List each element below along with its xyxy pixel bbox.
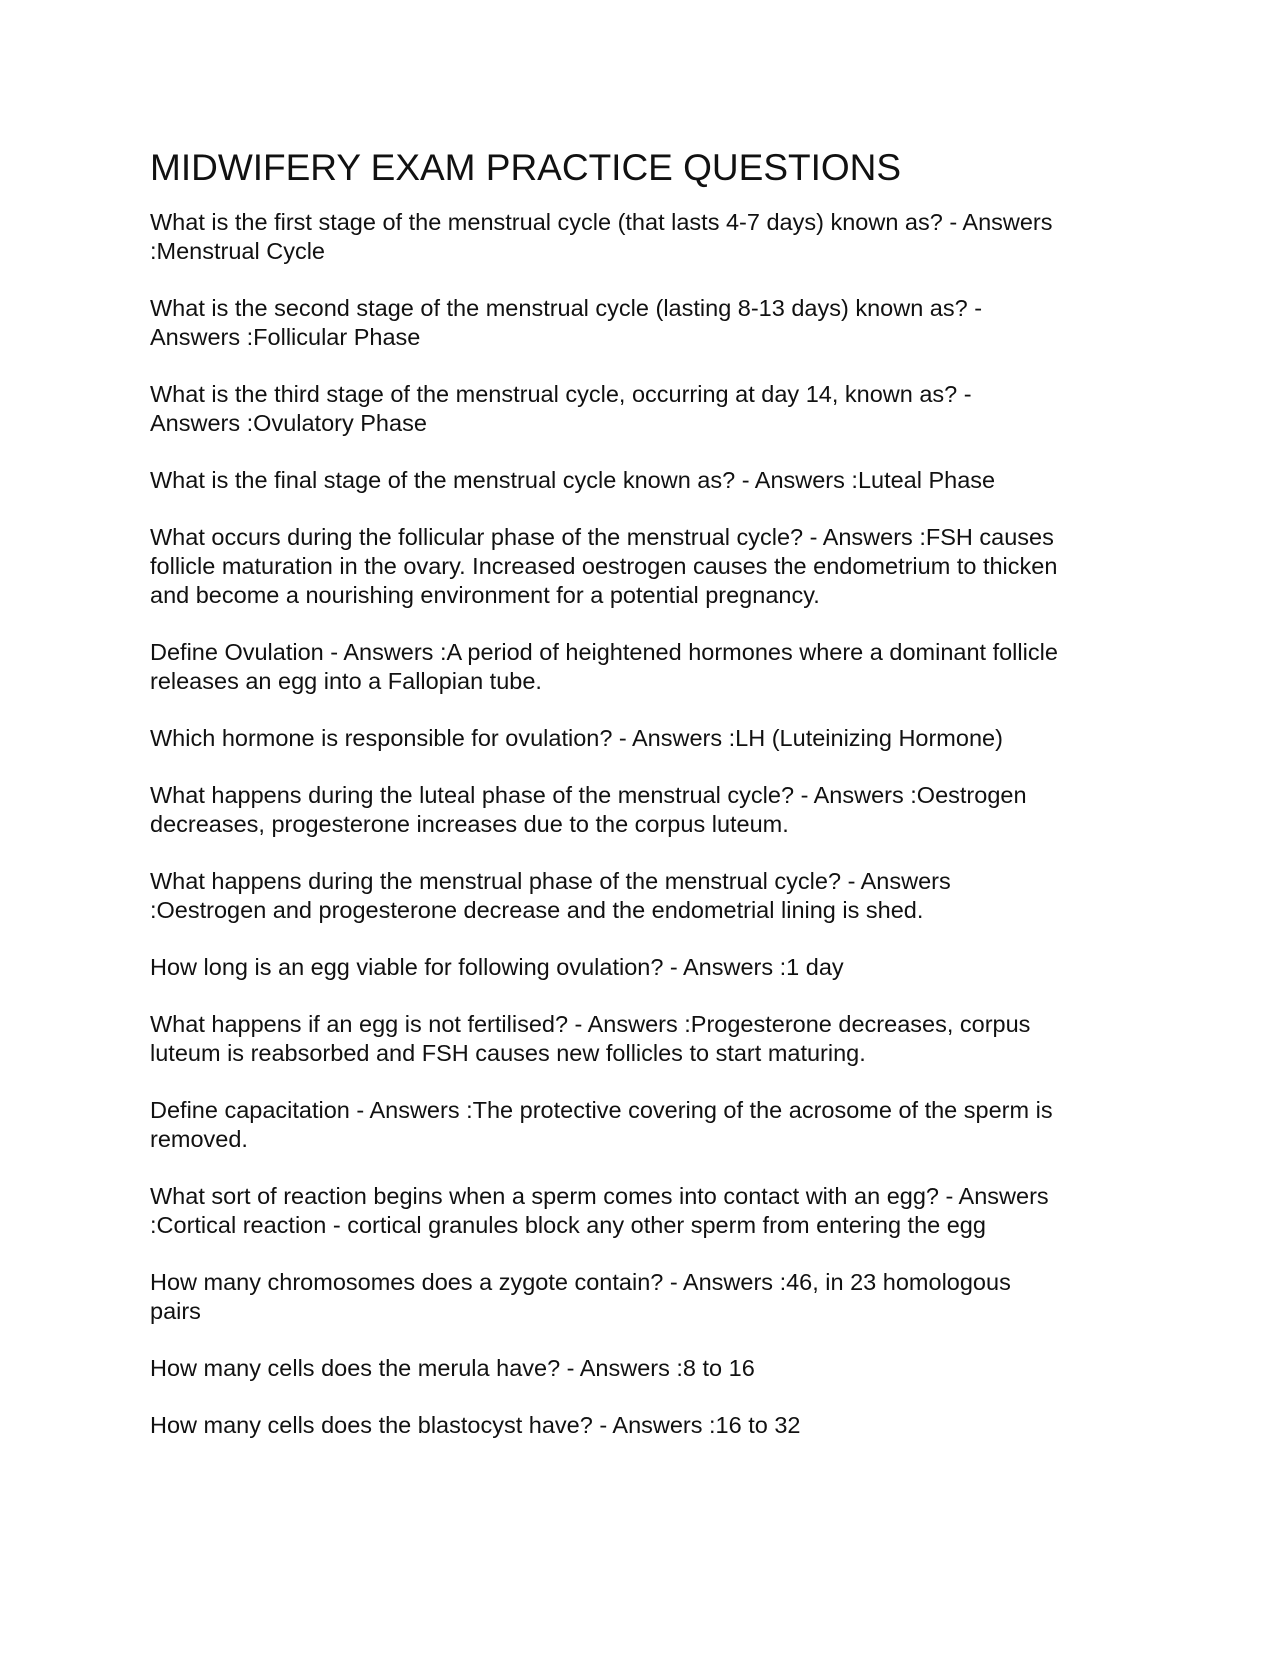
qa-item: [150, 1010, 1130, 1068]
qa-item: [150, 1182, 1130, 1240]
qa-list: [150, 208, 1130, 1440]
qa-line: What is the first stage of the menstrual cycle (that lasts 4-7 days) known as? - Answers: [150, 209, 1053, 235]
qa-item: [150, 1268, 1130, 1326]
qa-line: and become a nourishing environment for a potential pregnancy.: [150, 582, 820, 608]
qa-line: luteum is reabsorbed and FSH causes new follicles to start maturing.: [150, 1040, 866, 1066]
qa-item: [150, 466, 1130, 495]
qa-item: [150, 294, 1130, 352]
qa-line: What happens during the luteal phase of the menstrual cycle? - Answers :Oestrogen: [150, 782, 1027, 808]
qa-line: How many cells does the blastocyst have? - Answers :16 to 32: [150, 1412, 801, 1438]
qa-line: How long is an egg viable for following ovulation? - Answers :1 day: [150, 954, 844, 980]
qa-line: :Cortical reaction - cortical granules block any other sperm from entering the egg: [150, 1212, 986, 1238]
qa-line: What happens during the menstrual phase of the menstrual cycle? - Answers: [150, 868, 951, 894]
qa-item: [150, 724, 1130, 753]
qa-line: decreases, progesterone increases due to the corpus luteum.: [150, 811, 789, 837]
qa-line: What is the third stage of the menstrual cycle, occurring at day 14, known as? -: [150, 381, 972, 407]
qa-line: :Menstrual Cycle: [150, 238, 325, 264]
qa-item: [150, 1411, 1130, 1440]
qa-line: How many chromosomes does a zygote contain? - Answers :46, in 23 homologous: [150, 1269, 1011, 1295]
qa-line: releases an egg into a Fallopian tube.: [150, 668, 542, 694]
qa-item: [150, 1354, 1130, 1383]
qa-line: What occurs during the follicular phase of the menstrual cycle? - Answers :FSH causes: [150, 524, 1054, 550]
qa-item: [150, 867, 1130, 925]
qa-line: Define capacitation - Answers :The protective covering of the acrosome of the sperm is: [150, 1097, 1053, 1123]
qa-item: [150, 638, 1130, 696]
page-title: MIDWIFERY EXAM PRACTICE QUESTIONS: [150, 147, 902, 188]
document-page: [150, 146, 1130, 1468]
qa-line: Answers :Ovulatory Phase: [150, 410, 427, 436]
qa-line: How many cells does the merula have? - Answers :8 to 16: [150, 1355, 755, 1381]
qa-line: Which hormone is responsible for ovulation? - Answers :LH (Luteinizing Hormone): [150, 725, 1003, 751]
qa-line: pairs: [150, 1298, 201, 1324]
qa-line: removed.: [150, 1126, 248, 1152]
qa-line: Answers :Follicular Phase: [150, 324, 421, 350]
qa-line: follicle maturation in the ovary. Increased oestrogen causes the endometrium to thicken: [150, 553, 1058, 579]
qa-item: [150, 380, 1130, 438]
qa-line: What is the second stage of the menstrual cycle (lasting 8-13 days) known as? -: [150, 295, 983, 321]
qa-item: [150, 208, 1130, 266]
qa-item: [150, 953, 1130, 982]
qa-line: :Oestrogen and progesterone decrease and the endometrial lining is shed.: [150, 897, 924, 923]
qa-item: [150, 781, 1130, 839]
qa-item: [150, 1096, 1130, 1154]
qa-line: What is the final stage of the menstrual cycle known as? - Answers :Luteal Phase: [150, 467, 996, 493]
qa-line: What sort of reaction begins when a sperm comes into contact with an egg? - Answers: [150, 1183, 1049, 1209]
qa-line: Define Ovulation - Answers :A period of heightened hormones where a dominant follicle: [150, 639, 1058, 665]
qa-item: [150, 523, 1130, 610]
qa-line: What happens if an egg is not fertilised? - Answers :Progesterone decreases, corpus: [150, 1011, 1031, 1037]
